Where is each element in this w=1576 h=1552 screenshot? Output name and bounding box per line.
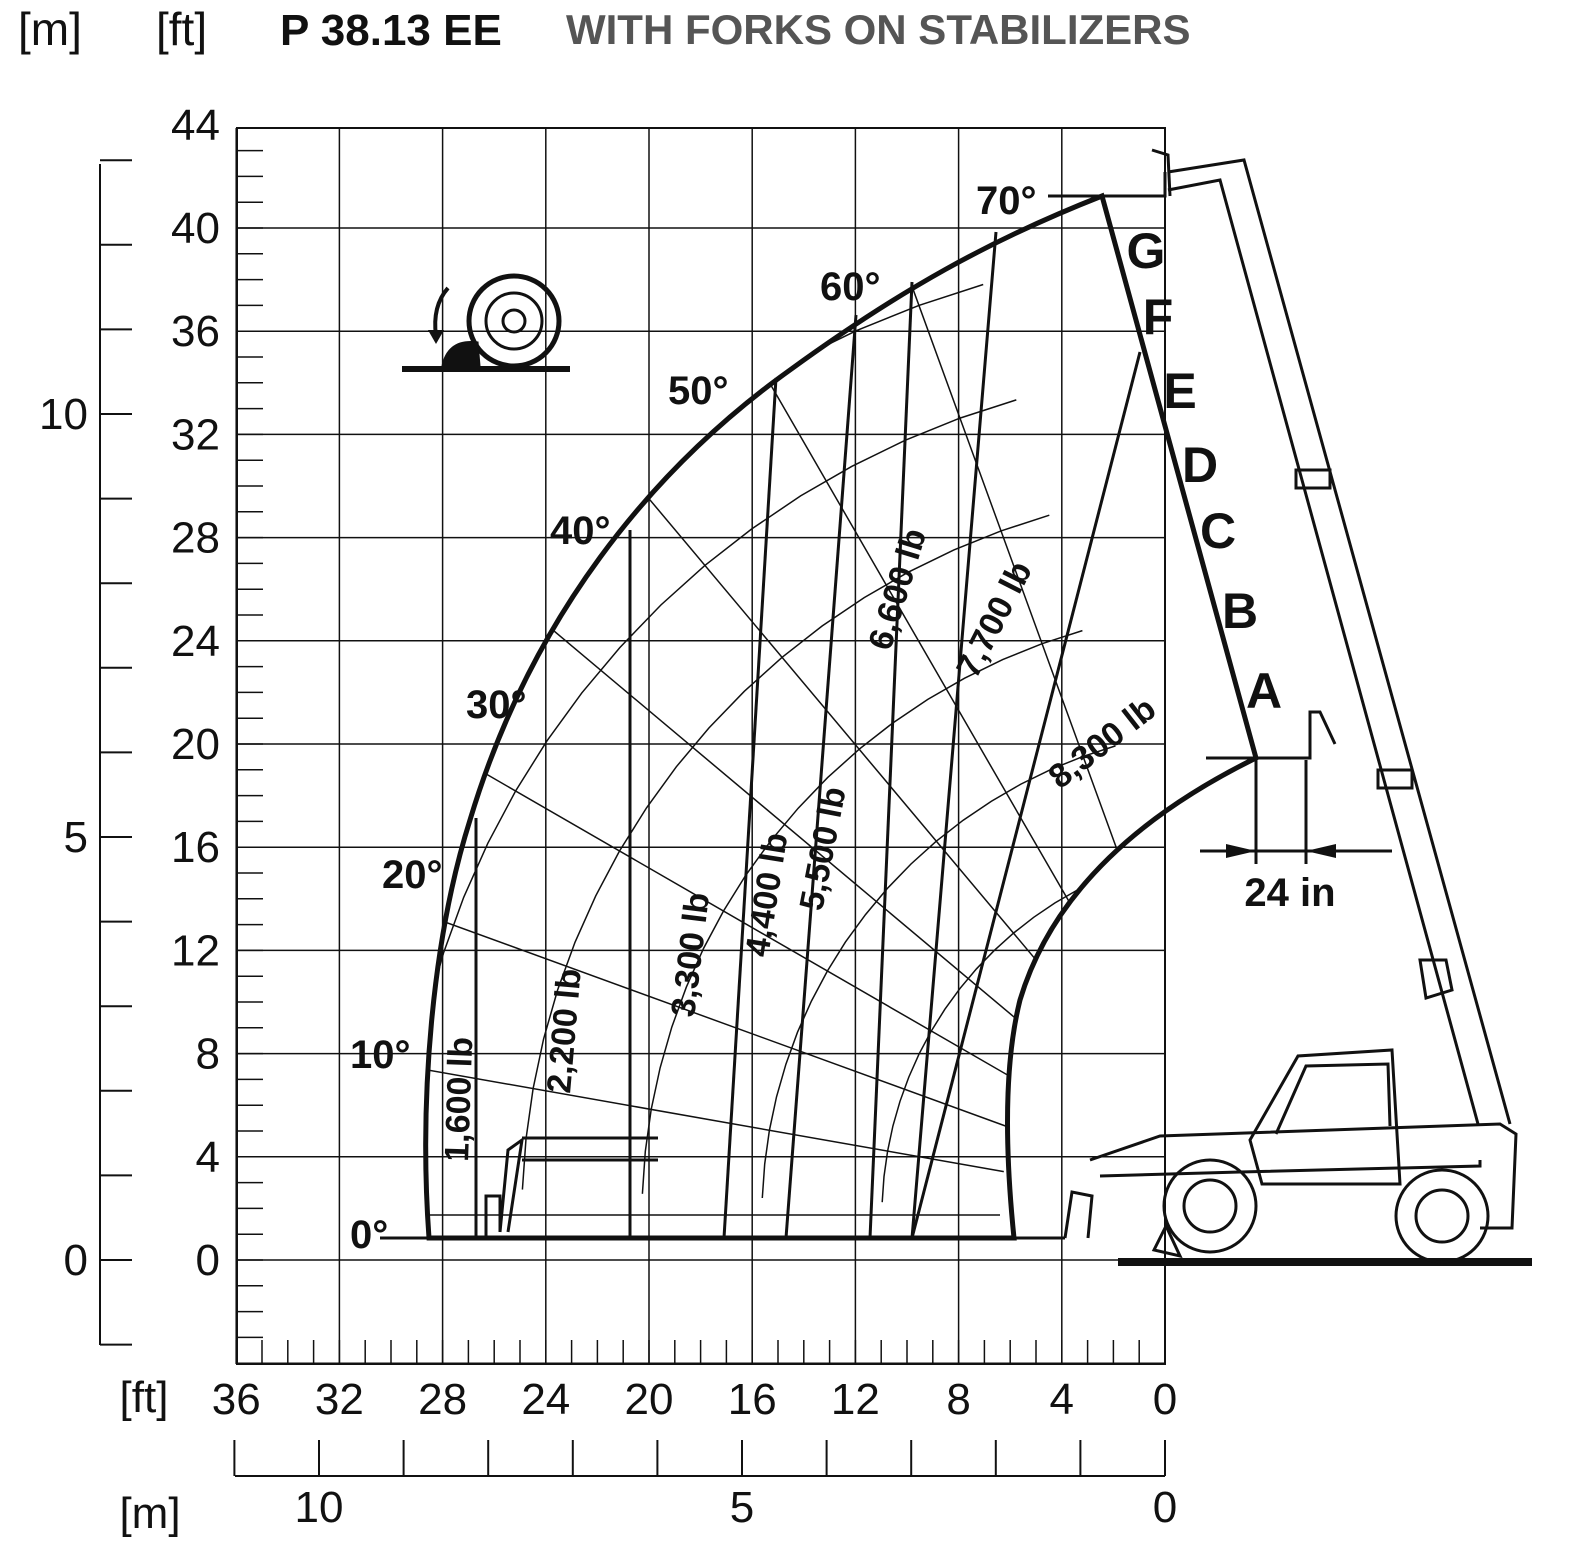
load-capacity-label: 6,600 lb — [861, 523, 935, 655]
x-ft-tick-label: 8 — [946, 1375, 971, 1424]
y-ft-tick-label: 40 — [171, 204, 220, 253]
x-ft-tick-label: 12 — [830, 1375, 880, 1424]
y-unit-ft-label: [ft] — [156, 3, 208, 55]
load-zone-boundary — [912, 232, 996, 1238]
angle-label: 0° — [350, 1213, 389, 1257]
x-ft-tick-label: 28 — [418, 1375, 468, 1424]
fork-icon — [1048, 150, 1170, 196]
x-ft-unit-label: [ft] — [119, 1373, 169, 1422]
stabilizer-wheel-icon — [402, 276, 570, 369]
load-capacity-label: 3,300 lb — [664, 890, 718, 1019]
load-capacity-label: 2,200 lb — [540, 967, 589, 1095]
angle-label: 30° — [466, 683, 527, 727]
y-ft-tick-label: 24 — [171, 616, 220, 666]
x-ft-tick-label: 32 — [314, 1375, 364, 1424]
x-m-tick-label: 10 — [294, 1483, 344, 1532]
fork-offset-dimension — [1200, 760, 1392, 864]
x-ft-tick-label: 4 — [1049, 1375, 1075, 1424]
y-ft-tick-label: 0 — [195, 1236, 220, 1285]
angle-label: 10° — [350, 1033, 411, 1077]
y-ft-tick-label: 32 — [171, 410, 220, 460]
angle-label: 40° — [550, 509, 611, 553]
chart-axes — [39, 101, 1177, 1538]
x-ft-tick-label: 20 — [624, 1375, 674, 1424]
load-capacity-label: 7,700 lb — [949, 555, 1040, 684]
x-m-tick-label: 0 — [1152, 1483, 1178, 1532]
angle-ray — [908, 275, 1165, 980]
extension-label: E — [1163, 363, 1197, 419]
y-ft-tick-label: 12 — [171, 926, 220, 976]
extension-label: C — [1199, 503, 1237, 559]
y-m-tick-label: 10 — [39, 390, 88, 439]
load-capacity-label: 5,500 lb — [792, 783, 854, 914]
x-m-tick-label: 5 — [729, 1483, 755, 1532]
angle-label: 50° — [668, 369, 729, 413]
y-ft-tick-label: 8 — [195, 1029, 220, 1079]
extension-label: A — [1245, 663, 1283, 719]
angle-label: 20° — [382, 853, 443, 897]
x-ft-tick-label: 36 — [211, 1375, 261, 1424]
load-zone-boundary — [912, 352, 1140, 1238]
load-capacity-label: 4,400 lb — [738, 830, 796, 960]
y-ft-tick-label: 20 — [171, 720, 220, 769]
load-zone-boundary — [724, 378, 776, 1238]
fork-offset-label: 24 in — [1244, 871, 1336, 915]
angle-ray — [310, 873, 1015, 1130]
x-ft-tick-label: 0 — [1152, 1375, 1178, 1424]
extension-label: B — [1221, 583, 1259, 639]
config-subtitle: WITH FORKS ON STABILIZERS — [566, 6, 1191, 53]
model-title: P 38.13 EE — [280, 6, 502, 55]
x-m-unit-label: [m] — [119, 1489, 181, 1538]
y-m-tick-label: 5 — [63, 813, 88, 862]
extension-label: D — [1181, 437, 1219, 493]
angle-label: 60° — [820, 265, 881, 309]
load-capacity-label: 1,600 lb — [438, 1036, 481, 1163]
chart-frame — [237, 128, 1165, 1364]
x-ft-tick-label: 16 — [727, 1375, 777, 1424]
load-zone-boundary — [786, 315, 856, 1238]
y-m-tick-label: 0 — [63, 1236, 88, 1285]
load-capacity-label: 8,300 lb — [1041, 689, 1164, 797]
y-ft-tick-label: 16 — [171, 823, 220, 873]
angle-label: 70° — [976, 179, 1037, 223]
extension-arc — [403, 400, 1017, 1186]
chart-grid — [236, 128, 1165, 1364]
chart-labels — [350, 179, 1336, 1257]
y-ft-tick-label: 44 — [171, 100, 220, 150]
load-zone-boundary — [870, 282, 912, 1238]
y-ft-tick-label: 36 — [171, 307, 220, 357]
x-ft-tick-label: 24 — [521, 1375, 571, 1424]
extension-label: G — [1126, 223, 1166, 279]
y-ft-tick-label: 28 — [171, 513, 220, 563]
fork-icon — [380, 1138, 1092, 1238]
y-ft-tick-label: 4 — [195, 1132, 220, 1182]
extension-label: F — [1142, 289, 1174, 345]
y-unit-m-label: [m] — [18, 3, 82, 55]
